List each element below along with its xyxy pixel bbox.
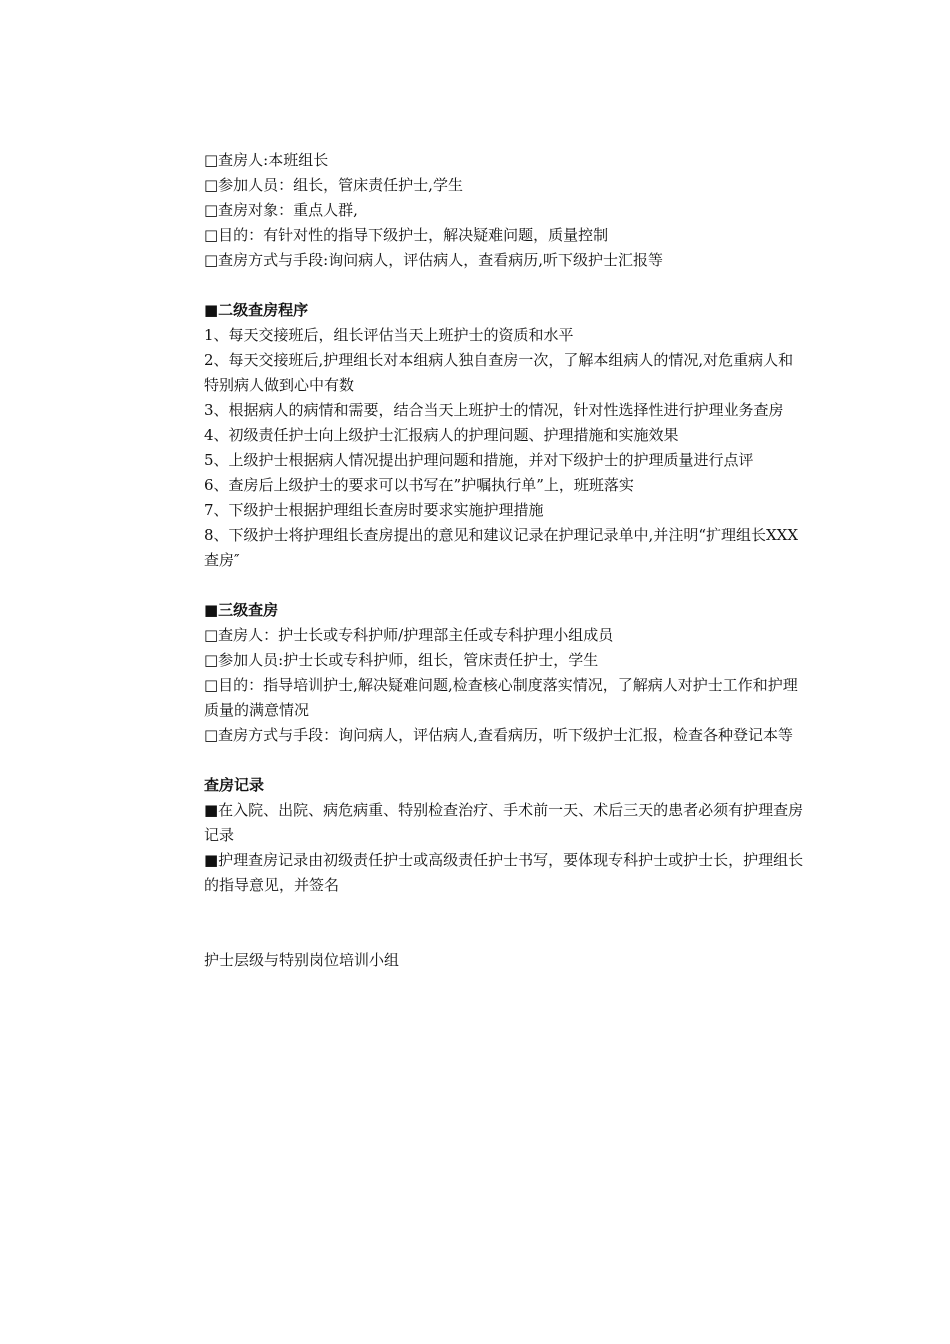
level2-procedure-section bbox=[204, 298, 804, 573]
list-item: □目的：有针对性的指导下级护士，解决疑难问题，质量控制 bbox=[204, 226, 609, 244]
procedure-step: 8、下级护士将护理组长查房提出的意见和建议记录在护理记录单中,并注明“扩理组长XXX查房″ bbox=[204, 526, 799, 569]
list-item: □参加人员:护士长或专科护师，组长，管床责任护士，学生 bbox=[204, 651, 599, 669]
list-item: ■护理查房记录由初级责任护士或高级责任护士书写，要体现专科护士或护士长，护理组长的指导意见，并签名 bbox=[204, 851, 804, 894]
list-item: □查房方式与手段:询问病人，评估病人，查看病历,听下级护士汇报等 bbox=[204, 251, 663, 269]
section-heading: 查房记录 bbox=[204, 776, 265, 794]
spacer bbox=[204, 573, 804, 598]
list-item: □查房方式与手段：询问病人，评估病人,查看病历，听下级护士汇报，检查各种登记本等 bbox=[204, 726, 793, 744]
procedure-step: 5、上级护士根据病人情况提出护理问题和措施，并对下级护士的护理质量进行点评 bbox=[204, 451, 754, 469]
spacer bbox=[204, 748, 804, 773]
procedure-step: 6、查房后上级护士的要求可以书写在”护嘱执行单”上，班班落实 bbox=[204, 476, 634, 494]
procedure-step: 2、每天交接班后,护理组长对本组病人独自查房一次，了解本组病人的情况,对危重病人和特别病人做到心中有数 bbox=[204, 351, 794, 394]
procedure-step: 7、下级护士根据护理组长查房时要求实施护理措施 bbox=[204, 501, 544, 519]
section-heading: ■二级查房程序 bbox=[204, 301, 309, 319]
document-page bbox=[204, 148, 804, 973]
list-item: □查房人：护士长或专科护师/护理部主任或专科护理小组成员 bbox=[204, 626, 614, 644]
spacer bbox=[204, 273, 804, 298]
list-item: □查房人:本班组长 bbox=[204, 151, 329, 169]
list-item: □目的：指导培训护士,解决疑难问题,检查核心制度落实情况，了解病人对护士工作和护理质量的满意情况 bbox=[204, 676, 798, 719]
section-heading: ■三级查房 bbox=[204, 601, 279, 619]
footer-group-name: 护士层级与特别岗位培训小组 bbox=[204, 951, 400, 969]
level2-intro-section bbox=[204, 148, 804, 273]
records-section bbox=[204, 773, 804, 898]
procedure-step: 3、根据病人的病情和需要，结合当天上班护士的情况，针对性选择性进行护理业务查房 bbox=[204, 401, 784, 419]
list-item: ■在入院、出院、病危病重、特别检查治疗、手术前一天、术后三天的患者必须有护理查房记录 bbox=[204, 801, 804, 844]
procedure-step: 4、初级责任护士向上级护士汇报病人的护理问题、护理措施和实施效果 bbox=[204, 426, 679, 444]
procedure-step: 1、每天交接班后，组长评估当天上班护士的资质和水平 bbox=[204, 326, 574, 344]
list-item: □参加人员：组长，管床责任护士,学生 bbox=[204, 176, 463, 194]
list-item: □查房对象：重点人群, bbox=[204, 201, 358, 219]
level3-section bbox=[204, 598, 804, 748]
spacer bbox=[204, 898, 804, 948]
